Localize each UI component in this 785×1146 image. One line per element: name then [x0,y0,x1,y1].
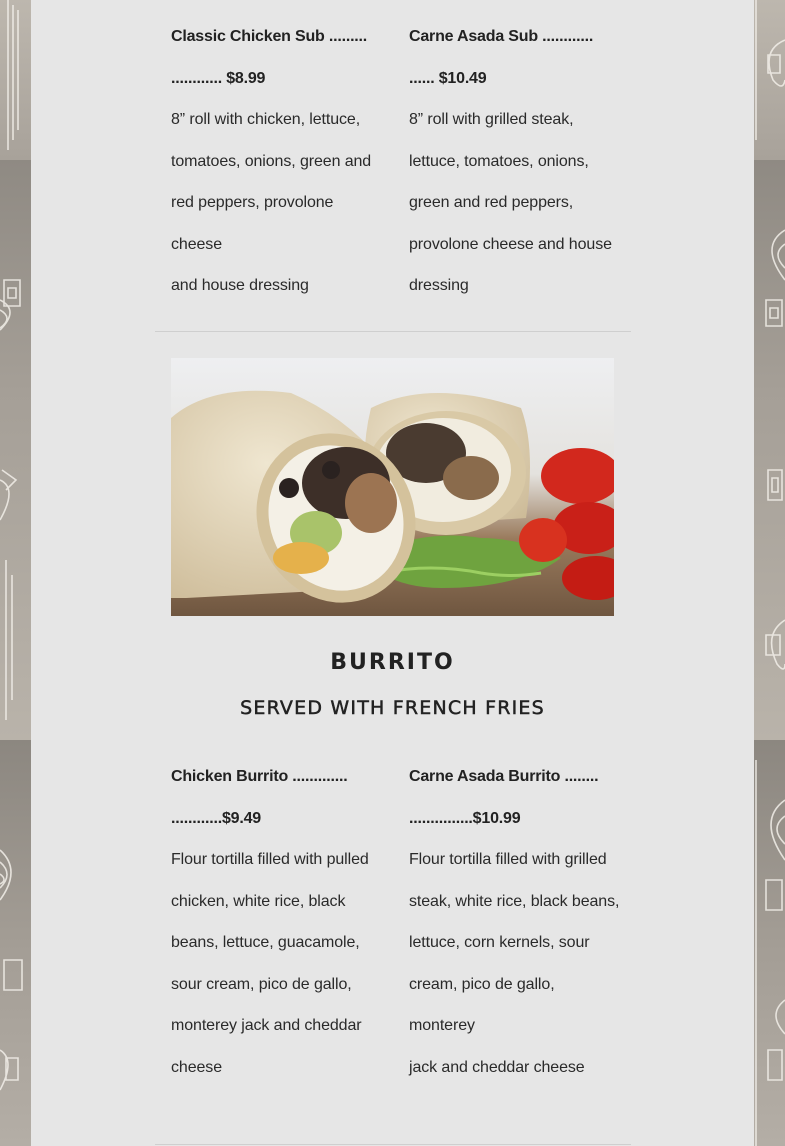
menu-item-chicken-burrito [171,756,383,1088]
section-heading: BURRITO [330,650,455,675]
section-divider [155,1144,631,1145]
tribal-pattern-icon [0,0,31,1146]
item-description-line: cheese [171,1058,222,1076]
item-description-line: jack and cheddar cheese [409,1058,585,1076]
item-description-line: green and red peppers, [409,194,574,211]
item-title: Carne Asada Sub ............ [409,28,594,45]
item-description-line: monterey jack and cheddar [171,1017,362,1034]
item-price-line: ............$9.49 [171,809,261,827]
tribal-pattern-icon [754,0,785,1146]
item-price-line: ...... $10.49 [409,69,487,87]
menu-item-carne-asada-burrito [409,756,621,1088]
burrito-photo [171,358,614,616]
item-price-line: ............ $8.99 [171,69,266,87]
item-description-line: beans, lettuce, guacamole, [171,934,360,951]
item-description-line: red peppers, provolone cheese [171,194,334,253]
menu-item-classic-chicken-sub [171,16,383,307]
item-description-line: and house dressing [171,277,309,294]
section-divider [155,331,631,332]
item-description-line: lettuce, corn kernels, sour [409,934,590,951]
item-title: Carne Asada Burrito ........ [409,768,599,785]
item-description-line: Flour tortilla filled with grilled [409,851,607,868]
section-subheading: SERVED WITH FRENCH FRIES [240,697,545,719]
item-title: Chicken Burrito ............. [171,768,348,785]
item-description-line: 8” roll with grilled steak, [409,111,574,128]
item-description-line: Flour tortilla filled with pulled [171,851,369,868]
item-description-line: lettuce, tomatoes, onions, [409,152,589,170]
item-description-line: steak, white rice, black beans, [409,892,620,910]
right-background-pattern [754,0,785,1146]
item-description-line: dressing [409,277,469,294]
left-background-pattern [0,0,31,1146]
item-title: Classic Chicken Sub ......... [171,28,368,45]
menu-item-carne-asada-sub [409,16,621,307]
item-description-line: tomatoes, onions, green and [171,152,372,170]
item-description-line: sour cream, pico de gallo, [171,975,352,993]
item-description-line: cream, pico de gallo, monterey [409,975,555,1034]
burrito-photo-icon [171,358,614,616]
menu-panel [31,0,754,1146]
item-description-line: 8” roll with chicken, lettuce, [171,111,361,128]
item-description-line: provolone cheese and house [409,235,612,253]
item-price-line: ...............$10.99 [409,809,521,827]
item-description-line: chicken, white rice, black [171,892,346,910]
